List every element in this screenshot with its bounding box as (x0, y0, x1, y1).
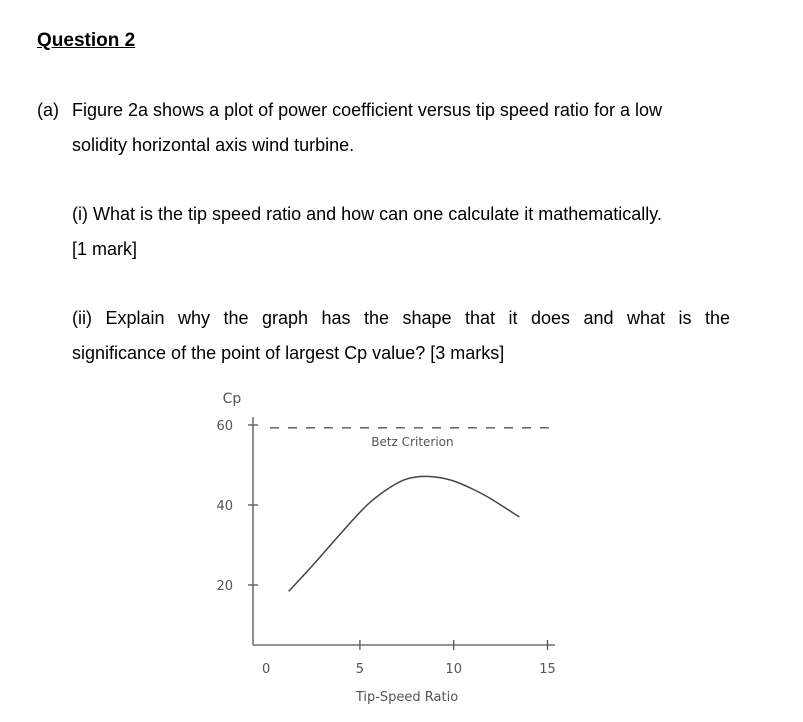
part-ii-text (72, 301, 730, 371)
y-tick-label: 60 (216, 419, 233, 434)
cp-curve (289, 476, 520, 591)
part-i-line-2: [1 mark] (72, 239, 138, 259)
part-i-text (72, 197, 752, 267)
part-i-line-1: (i) What is the tip speed ratio and how can one calculate it mathematically. (72, 204, 662, 224)
betz-criterion-label: Betz Criterion (371, 434, 454, 449)
figure-2a-chart (195, 380, 595, 710)
x-tick-label: 10 (445, 662, 462, 677)
y-ticks (216, 419, 258, 594)
part-a-line-1-text: Figure 2a shows a plot of power coefficient versus tip speed ratio for a low (72, 100, 662, 120)
question-heading: Question 2 (37, 30, 136, 51)
x-tick-label: 15 (539, 662, 556, 677)
part-a-text (37, 93, 777, 163)
part-a-line-1 (37, 93, 777, 128)
y-axis-label: Cp (222, 391, 242, 407)
y-tick-label: 20 (216, 579, 233, 594)
y-tick-label: 40 (216, 499, 233, 514)
part-ii-line-1: (ii) Explain why the graph has the shape that it does and what is the (72, 308, 730, 328)
part-ii-line-2: significance of the point of largest Cp value? [3 marks] (72, 343, 505, 363)
x-axis-label: Tip-Speed Ratio (355, 690, 459, 705)
part-a-label: (a) (37, 100, 59, 120)
part-a-line-2: solidity horizontal axis wind turbine. (72, 135, 355, 155)
x-tick-label: 5 (355, 662, 365, 677)
x-tick-label: 0 (261, 662, 271, 677)
